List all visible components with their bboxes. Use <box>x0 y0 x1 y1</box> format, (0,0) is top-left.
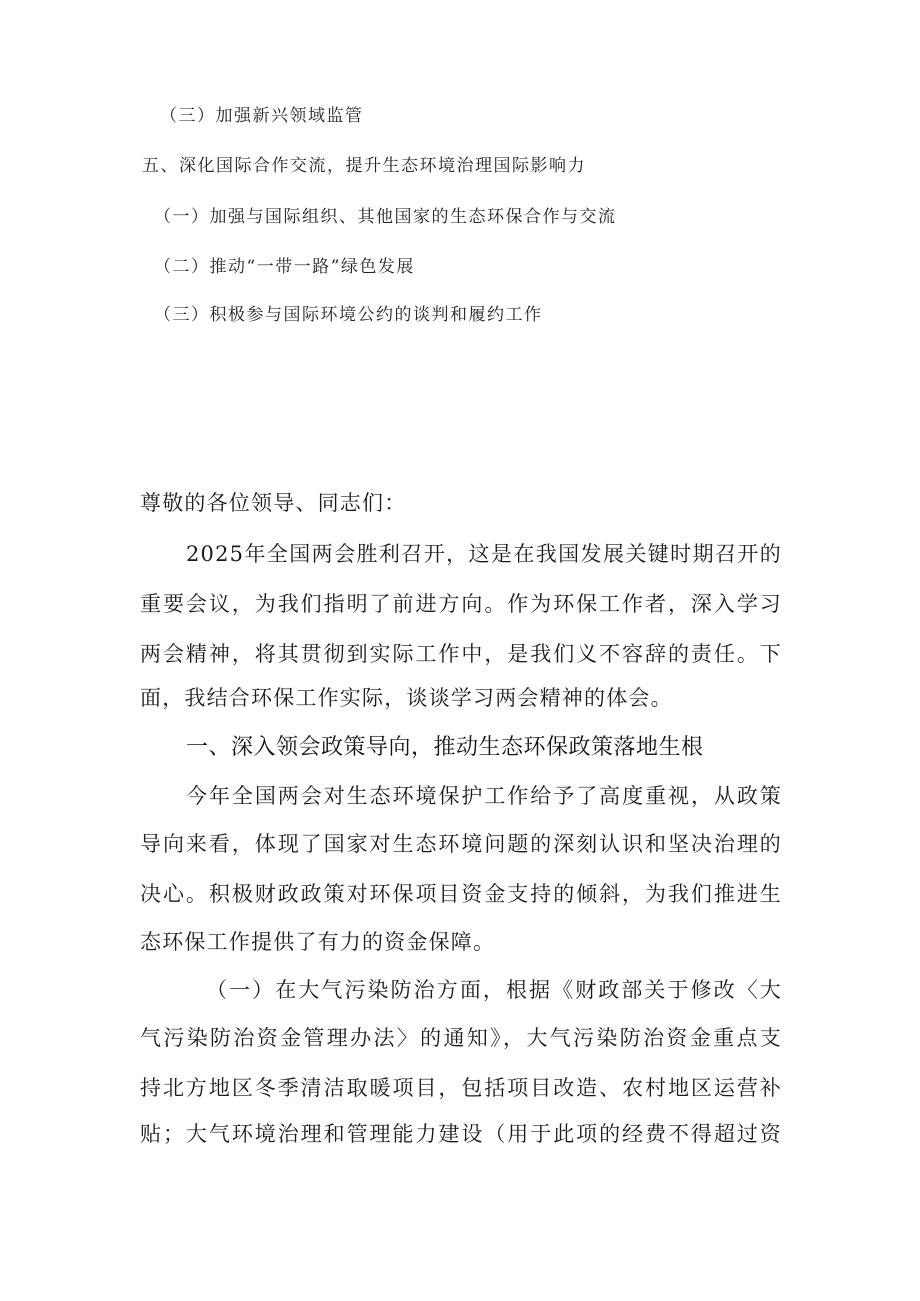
para-1-line-2: 导向来看，体现了国家对生态环境问题的深刻认识和坚决治理的 <box>140 832 782 856</box>
section-heading-1: 一、深入领会政策导向，推动生态环保政策落地生根 <box>186 735 704 760</box>
intro-line-2: 重要会议，为我们指明了前进方向。作为环保工作者，深入学习 <box>140 592 782 616</box>
outline-section-5: 五、深化国际合作交流，提升生态环境治理国际影响力 <box>142 156 586 176</box>
para-2-line-4: 贴；大气环境治理和管理能力建设（用于此项的经费不得超过资 <box>140 1122 782 1146</box>
para-1-line-1: 今年全国两会对生态环境保护工作给予了高度重视，从政策 <box>186 784 782 808</box>
outline-item-5-3: （三）积极参与国际环境公约的谈判和履约工作 <box>154 305 543 325</box>
outline-item-3-3: （三）加强新兴领域监管 <box>160 106 364 126</box>
para-2-line-1: （一）在大气污染防治方面，根据《财政部关于修改〈大 <box>206 978 782 1002</box>
speech-greeting: 尊敬的各位领导、同志们： <box>140 491 407 515</box>
para-2-line-3: 持北方地区冬季清洁取暖项目，包括项目改造、农村地区运营补 <box>140 1076 782 1100</box>
outline-item-5-1: （一）加强与国际组织、其他国家的生态环保合作与交流 <box>154 207 617 227</box>
intro-line-1: 2025年全国两会胜利召开，这是在我国发展关键时期召开的 <box>186 542 782 566</box>
para-1-line-4: 态环保工作提供了有力的资金保障。 <box>140 930 496 954</box>
para-1-line-3: 决心。积极财政政策对环保项目资金支持的倾斜，为我们推进生 <box>140 882 782 906</box>
intro-line-3: 两会精神，将其贯彻到实际工作中，是我们义不容辞的责任。下 <box>140 642 782 666</box>
intro-line-4: 面，我结合环保工作实际，谈谈学习两会精神的体会。 <box>140 686 673 710</box>
outline-item-5-2: （二）推动“一带一路”绿色发展 <box>154 257 415 277</box>
para-2-line-2: 气污染防治资金管理办法〉的通知》，大气污染防治资金重点支 <box>140 1026 782 1050</box>
